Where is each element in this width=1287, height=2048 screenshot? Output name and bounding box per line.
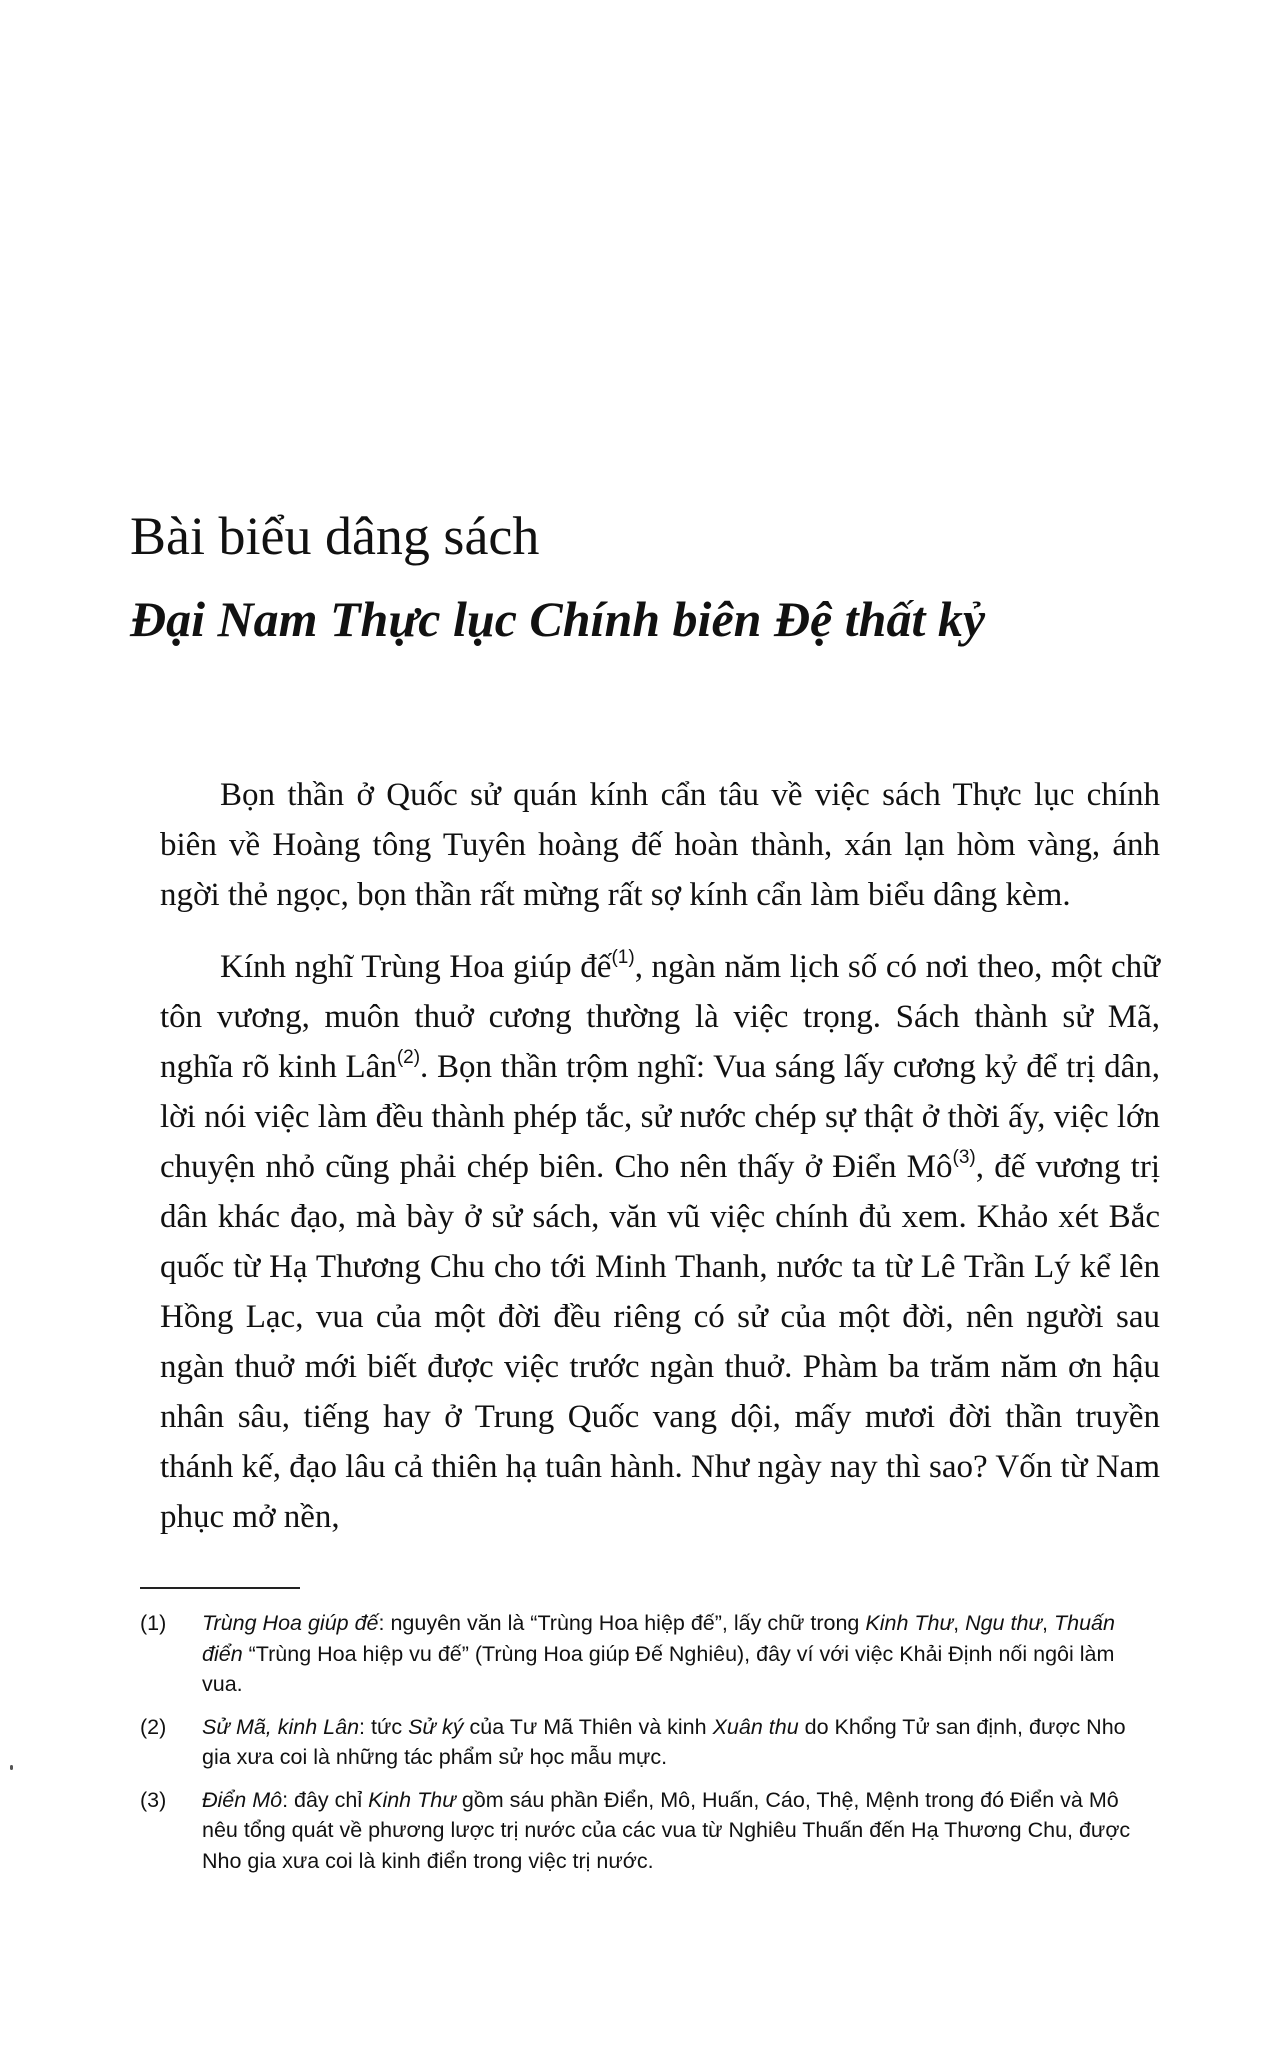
paragraph-2 (160, 942, 1160, 1542)
footnote-italic: Thuấn điển (202, 1611, 1115, 1666)
footnotes (140, 1608, 1148, 1888)
footnote-ref-1[interactable]: (1) (611, 947, 635, 968)
footnote-term: Điển Mô (202, 1787, 283, 1812)
paragraph-1 (160, 770, 1160, 920)
footnote-italic: Kinh Thư (865, 1611, 954, 1635)
paragraph-text: Bọn thần ở Quốc sử quán kính cẩn tâu về việc sách Thực lục chính biên về Hoàng tông Tuyên hoàng đế hoàn thành, xán lạn hòm vàng, ánh ngời thẻ ngọc, bọn thần rất mừng rất sợ kính cẩn làm biểu dâng kèm. (160, 777, 1160, 913)
page-title: Bài biểu dâng sách (130, 506, 540, 566)
footnote-text-part: do Khổng Tử san định, được Nho gia xưa coi là những tác phẩm sử học mẫu mực. (202, 1714, 1126, 1769)
footnote-italic: Ngu thư (965, 1611, 1043, 1635)
footnote-2 (140, 1712, 1148, 1773)
paragraph-text: Kính nghĩ Trùng Hoa giúp đế (220, 949, 612, 985)
footnote-text (202, 1712, 1148, 1773)
footnote-text-part: : đây chỉ (282, 1787, 369, 1812)
footnote-text-part: : tức (359, 1714, 409, 1739)
footnote-text-part: “Trùng Hoa hiệp vu đế” (Trùng Hoa giúp Đế Nghiêu), đây ví với việc Khải Định nối ngôi làm vua. (202, 1641, 1115, 1696)
paragraph-text: . Bọn thần trộm nghĩ: Vua sáng lấy cương kỷ để trị dân, lời nói việc làm đều thành phép tắc, sử nước chép sự thật ở thời ấy, việc lớn chuyện nhỏ cũng phải chép biên. Cho nên thấy ở Điển Mô (160, 1049, 1160, 1185)
footnote-text-part: , (1042, 1611, 1054, 1635)
footnote-text-part: : nguyên văn là “Trùng Hoa hiệp đế”, lấy chữ trong (378, 1611, 866, 1635)
scan-speck (10, 1765, 13, 1770)
footnote-term: Trùng Hoa giúp đế (202, 1611, 379, 1635)
footnote-text-part: , (953, 1611, 966, 1635)
paragraph-text: , đế vương trị dân khác đạo, mà bày ở sử sách, văn vũ việc chính đủ xem. Khảo xét Bắc quốc từ Hạ Thương Chu cho tới Minh Thanh, nước ta từ Lê Trần Lý kể lên Hồng Lạc, vua của một đời đều riêng có sử của một đời, nên người sau ngàn thuở mới biết được việc trước ngàn thuở. Phàm ba trăm năm ơn hậu nhân sâu, tiếng hay ở Trung Quốc vang dội, mấy mươi đời thần truyền thánh kế, đạo lâu cả thiên hạ tuân hành. Như ngày nay thì sao? Vốn từ Nam phục mở nền, (160, 1149, 1161, 1535)
footnote-italic: Kinh Thư (368, 1787, 456, 1812)
footnote-italic: Sử ký (408, 1714, 464, 1739)
footnote-ref-3[interactable]: (3) (952, 1147, 976, 1168)
page-subtitle: Đại Nam Thực lục Chính biên Đệ thất kỷ (130, 591, 986, 647)
footnote-number: (3) (140, 1787, 167, 1812)
footnote-number: (2) (140, 1714, 167, 1739)
footnote-text-part: của Tư Mã Thiên và kinh (463, 1714, 713, 1739)
footnote-text-part: gồm sáu phần Điển, Mô, Huấn, Cáo, Thệ, Mệnh trong đó Điển và Mô nêu tổng quát về phương lược trị nước của các vua từ Nghiêu Thuấn đến Hạ Thương Chu, được Nho gia xưa coi là kinh điển trong việc trị nước. (202, 1787, 1131, 1873)
footnote-text (202, 1608, 1148, 1700)
footnote-1 (140, 1608, 1148, 1700)
footnote-number: (1) (140, 1611, 167, 1635)
footnote-italic: Xuân thu (712, 1714, 799, 1739)
footnote-divider (140, 1587, 300, 1589)
footnote-ref-2[interactable]: (2) (396, 1047, 421, 1068)
footnote-3 (140, 1785, 1148, 1877)
paragraph-text: , ngàn năm lịch số có nơi theo, một chữ tôn vương, muôn thuở cương thường là việc trọng. Sách thành sử Mã, nghĩa rõ kinh Lân (160, 949, 1160, 1085)
body-text (160, 770, 1160, 1542)
footnote-text (202, 1785, 1148, 1877)
footnote-term: Sử Mã, kinh Lân (202, 1714, 360, 1739)
